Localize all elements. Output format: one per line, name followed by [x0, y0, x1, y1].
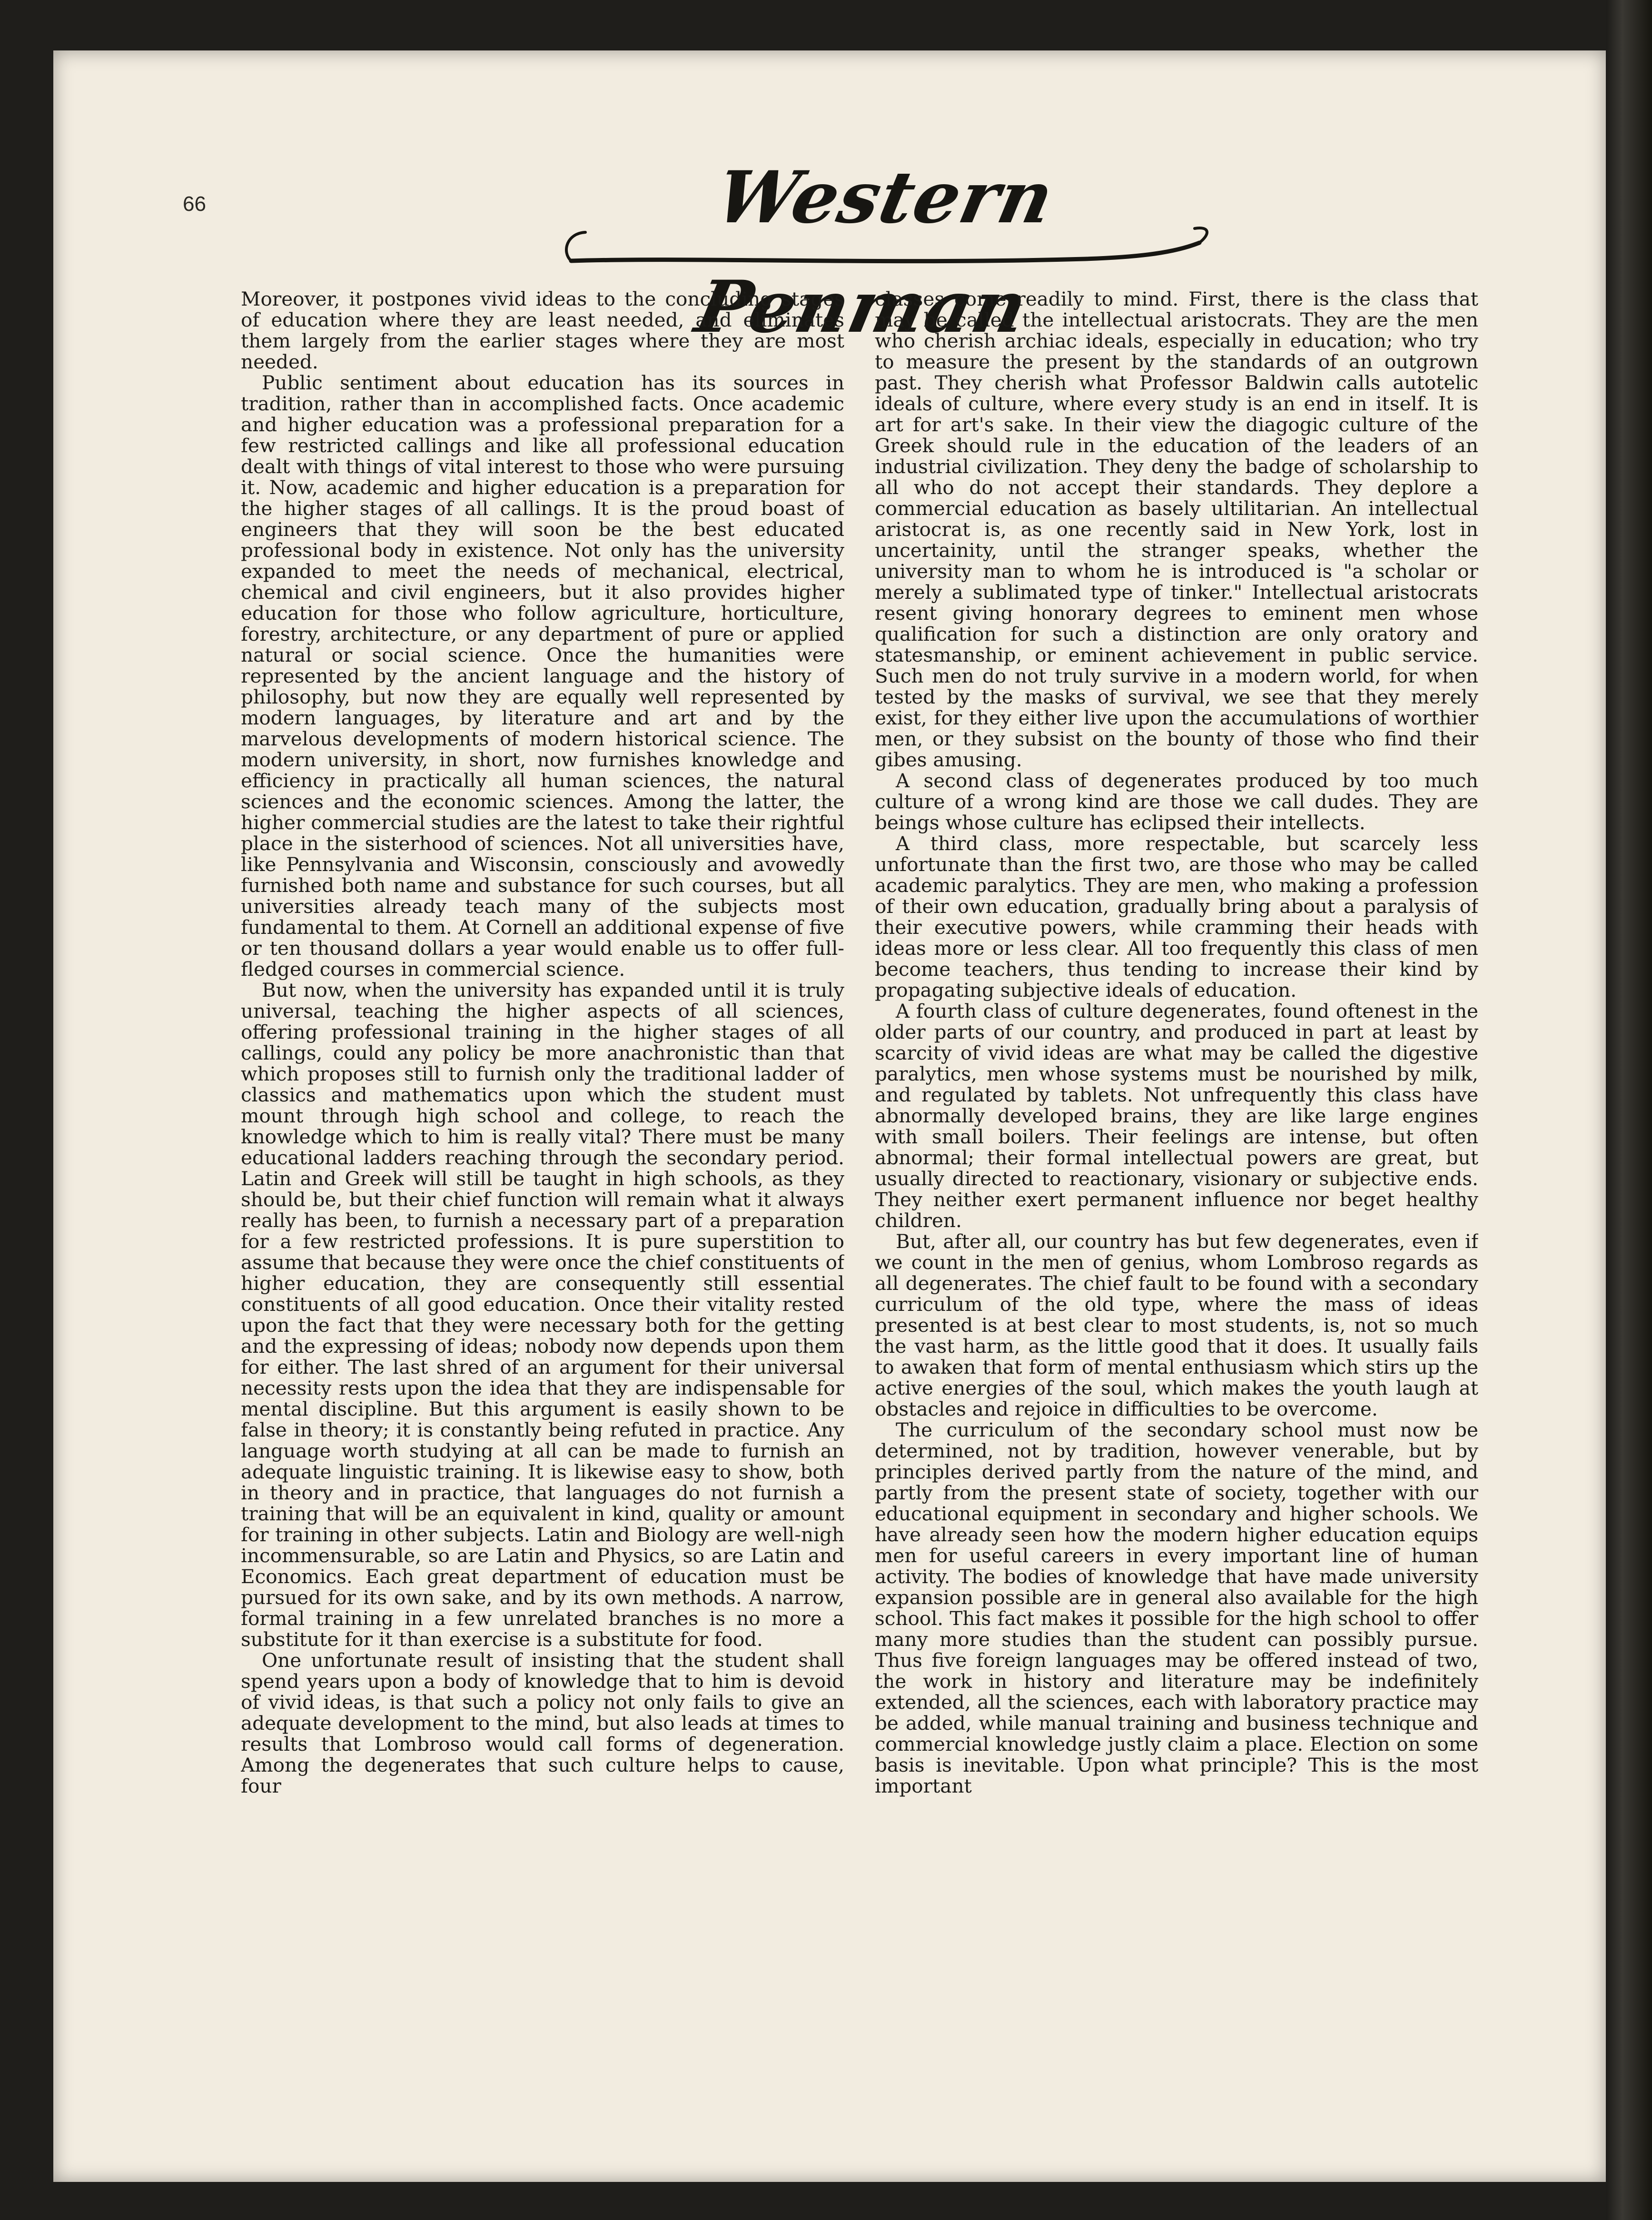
paragraph: A third class, more respectable, but scarcely less unfortunate than the first two, are those who may be called academic paralytics. They are men, who making a profession of their own education, gradually bring about a paralysis of their executive powers, while cramming their heads with ideas more or less clear. All too frequently this class of men become teachers, thus tending to increase their kind by propagating subjective ideals of education.: [875, 832, 1478, 1001]
masthead: [552, 143, 1218, 349]
paragraph: One unfortunate result of insisting that the student shall spend years upon a body of knowledge that to him is devoid of vivid ideas, is that such a policy not only fails to give an adequate development to the mind, but also leads at times to results that Lombroso would call forms of degeneration. Among the degenerates that such culture helps to cause, four: [241, 1649, 844, 1797]
masthead-flourish: [552, 224, 1218, 271]
paragraph: But, after all, our country has but few degenerates, even if we count in the men of genius, whom Lombroso regards as all degenerates. The chief fault to be found with a secondary curriculum of the old type, where the mass of ideas presented is at best clear to most students, is, not so much the vast harm, as the little good that it does. It usually fails to awaken that form of mental enthusiasm which stirs up the active energies of the soul, which makes the youth laugh at obstacles and rejoice in difficulties to be overcome.: [875, 1230, 1478, 1420]
paragraph: Public sentiment about education has its sources in tradition, rather than in accomplished facts. Once academic and higher education was a professional preparation for a few restricted callings and like all professional education dealt with things of vital interest to those who were pursuing it. Now, academic and higher education is a preparation for the higher stages of all callings. It is the proud boast of engineers that they will soon be the best educated professional body in existence. Not only has the university expanded to meet the needs of mechanical, electrical, chemical and civil engineers, but it also provides higher education for those who follow agriculture, horticulture, forestry, architecture, or any department of pure or applied natural or social science. Once the humanities were represented by the ancient language and the history of philosophy, but now they are equally well represented by modern languages, by literature and art and by the marvelous developments of modern historical science. The modern university, in short, now furnishes knowledge and efficiency in practically all human sciences, the natural sciences and the economic sciences. Among the latter, the higher commercial studies are the latest to take their rightful place in the sisterhood of sciences. Not all universities have, like Pennsylvania and Wisconsin, consciously and avowedly furnished both name and substance for such courses, but all universities already teach many of the subjects most fundamental to them. At Cornell an additional expense of five or ten thousand dollars a year would enable us to offer full-fledged courses in commercial science.: [241, 371, 844, 981]
paragraph: The curriculum of the secondary school must now be determined, not by tradition, however venerable, but by principles derived partly from the nature of the mind, and partly from the present state of society, together with our educational equipment in secondary and higher schools. We have already seen how the modern higher education equips men for useful careers in every important line of human activity. The bodies of knowledge that have made university expansion possible are in general also available for the high school. This fact makes it possible for the high school to offer many more studies than the student can possibly pursue. Thus five foreign languages may be offered instead of two, the work in history and literature may be indefinitely extended, all the sciences, each with laboratory practice may be added, while manual training and business technique and commercial knowledge justly claim a place. Election on some basis is inevitable. Upon what principle? This is the most important: [875, 1418, 1478, 1797]
paragraph: But now, when the university has expanded until it is truly universal, teaching the higher aspects of all sciences, offering professional training in the higher stages of all callings, could any policy be more anachronistic than that which proposes still to furnish only the traditional ladder of classics and mathematics upon which the student must mount through high school and college, to reach the knowledge which to him is really vital? There must be many educational ladders reaching through the secondary period. Latin and Greek will still be taught in high schools, as they should be, but their chief function will remain what it always really has been, to furnish a necessary part of a preparation for a few restricted professions. It is pure superstition to assume that because they were once the chief constituents of higher education, they are consequently still essential constituents of all good education. Once their vitality rested upon the fact that they were necessary both for the getting and the expressing of ideas; nobody now depends upon them for either. The last shred of an argument for their universal necessity rests upon the idea that they are indispensable for mental discipline. But this argument is easily shown to be false in theory; it is constantly being refuted in practice. Any language worth studying at all can be made to furnish an adequate linguistic training. It is likewise easy to show, both in theory and in practice, that languages do not furnish a training that will be an equivalent in kind, quality or amount for training in other subjects. Latin and Biology are well-nigh incommensurable, so are Latin and Physics, so are Latin and Economics. Each great department of education must be pursued for its own sake, and by its own methods. A narrow, formal training in a few unrelated branches is no more a substitute for it than exercise is a substitute for food.: [241, 979, 844, 1651]
paragraph: A fourth class of culture degenerates, found oftenest in the older parts of our country, and produced in part at least by scarcity of vivid ideas are what may be called the digestive paralytics, men whose systems must be nourished by milk, and regulated by tablets. Not unfrequently this class have abnormally developed brains, they are like large engines with small boilers. Their feelings are intense, but often abnormal; their formal intellectual powers are great, but usually directed to reactionary, visionary or subjective ends. They neither exert permanent influence nor beget healthy children.: [875, 1000, 1478, 1232]
binding-edge: [1606, 0, 1652, 2220]
text-column-right: [875, 288, 1478, 1983]
page-number: 66: [183, 192, 206, 216]
paragraph: Moreover, it postpones vivid ideas to the concluding stages of education where they are least needed, and eliminates them largely from the earlier stages where they are most needed.: [241, 288, 844, 373]
text-column-left: [241, 288, 844, 1983]
paragraph: A second class of degenerates produced by too much culture of a wrong kind are those we call dudes. They are beings whose culture has eclipsed their intellects.: [875, 769, 1478, 834]
paragraph: classes come readily to mind. First, there is the class that may be called the intellectual aristocrats. They are the men who cherish archiac ideals, especially in education; who try to measure the present by the standards of an outgrown past. They cherish what Professor Baldwin calls autotelic ideals of culture, where every study is an end in itself. It is art for art's sake. In their view the diagogic culture of the Greek should rule in the education of the leaders of an industrial civilization. They deny the badge of scholarship to all who do not accept their standards. They deplore a commercial education as basely ultilitarian. An intellectual aristocrat is, as one recently said in New York, lost in uncertainity, until the stranger speaks, whether the university man to whom he is introduced is "a scholar or merely a sublimated type of tinker." Intellectual aristocrats resent giving honorary degrees to eminent men whose qualification for such a distinction are only oratory and statesmanship, or eminent achievement in public service. Such men do not truly survive in a modern world, for when tested by the masks of survival, we see that they merely exist, for they either live upon the accumulations of worthier men, or they subsist on the bounty of those who find their gibes amusing.: [875, 288, 1478, 771]
masthead-title: Western Penman: [689, 156, 1062, 349]
